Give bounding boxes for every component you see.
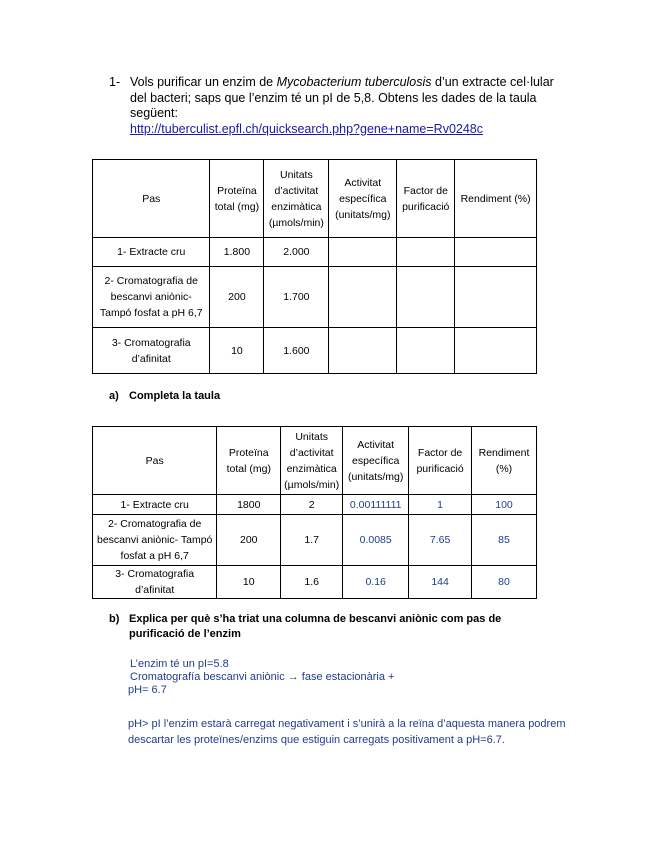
header-cell: Pas — [93, 427, 217, 495]
table-cell: 10 — [217, 566, 281, 599]
part-b-label: b) — [109, 613, 120, 625]
table-cell — [329, 328, 397, 374]
table-cell: 2- Cromatografia de bescanvi aniònic- Tampó fosfat a pH 6,7 — [93, 267, 210, 328]
part-a-heading — [109, 390, 220, 402]
table-cell: 0.0085 — [343, 515, 409, 566]
header-cell: Rendiment (%) — [472, 427, 537, 495]
header-cell: Activitat específica (unitats/mg) — [343, 427, 409, 495]
table-cell: 3- Cromatografia d’afinitat — [93, 566, 217, 599]
table-cell: 7.65 — [409, 515, 472, 566]
table-row — [93, 495, 537, 515]
table-cell — [455, 238, 537, 267]
table-cell — [329, 267, 397, 328]
table-row — [93, 515, 537, 566]
table-cell: 1.700 — [264, 267, 329, 328]
part-a-label: a) — [109, 390, 119, 402]
table-cell: 2.000 — [264, 238, 329, 267]
table-cell — [397, 238, 455, 267]
data-table-completed — [92, 426, 537, 599]
header-cell: Proteïna total (mg) — [217, 427, 281, 495]
table-cell: 2- Cromatografia de bescanvi aniònic- Tampó fosfat a pH 6,7 — [93, 515, 217, 566]
answer-paragraph: pH> pI l’enzim estarà carregat negativament i s’unirà a la reïna d’aquesta manera podrem descartar les proteïnes/enzims que estiguin carregats positivament a pH=6.7. — [128, 718, 566, 746]
header-cell: Proteïna total (mg) — [210, 160, 264, 238]
header-cell: Pas — [93, 160, 210, 238]
table-cell — [397, 267, 455, 328]
table-cell: 3- Cromatografia d’afinitat — [93, 328, 210, 374]
part-b-heading — [109, 612, 559, 642]
table-cell: 1 — [409, 495, 472, 515]
organism-name: Mycobacterium tuberculosis — [276, 75, 432, 89]
header-cell: Factor de purificació — [397, 160, 455, 238]
part-a-text: Completa la taula — [129, 390, 221, 402]
table-header-row — [93, 160, 537, 238]
table-cell — [397, 328, 455, 374]
table-row — [93, 267, 537, 328]
table-cell: 200 — [217, 515, 281, 566]
table-cell: 1.7 — [281, 515, 343, 566]
data-table-empty — [92, 159, 537, 374]
table-cell: 0.00111111 — [343, 495, 409, 515]
table-row — [93, 566, 537, 599]
table-cell: 1- Extracte cru — [93, 238, 210, 267]
table-cell: 1800 — [217, 495, 281, 515]
table-cell: 2 — [281, 495, 343, 515]
header-cell: Activitat específica (unitats/mg) — [329, 160, 397, 238]
table-cell: 80 — [472, 566, 537, 599]
header-cell: Factor de purificació — [409, 427, 472, 495]
question-number: 1- — [109, 75, 121, 89]
table-cell: 1.600 — [264, 328, 329, 374]
question-text — [130, 75, 560, 137]
table-cell: 1- Extracte cru — [93, 495, 217, 515]
header-cell: Rendiment (%) — [455, 160, 537, 238]
answer-line-3: pH= 6.7 — [128, 684, 167, 696]
question-intro: Vols purificar un enzim de — [130, 75, 277, 89]
part-b-text: Explica per què s’ha triat una columna de bescanvi aniònic com pas de purificació de l’enzim — [129, 613, 502, 640]
header-cell: Unitats d’activitat enzimàtica (µmols/min) — [264, 160, 329, 238]
table-cell: 200 — [210, 267, 264, 328]
table-cell: 1.6 — [281, 566, 343, 599]
table-cell: 100 — [472, 495, 537, 515]
table-cell — [329, 238, 397, 267]
table-cell — [455, 328, 537, 374]
question-continuation: d’un extracte cel·lular del bacteri; saps que l’enzim té un pI de 5,8. Obtens les dades de la taula següent: — [130, 75, 554, 120]
header-cell: Unitats d’activitat enzimàtica (µmols/min) — [281, 427, 343, 495]
tuberculist-link[interactable]: http://tuberculist.epfl.ch/quicksearch.php?gene+name=Rv0248c — [130, 121, 484, 136]
table-cell — [455, 267, 537, 328]
table-cell: 144 — [409, 566, 472, 599]
answer-line-2: Cromatografía bescanvi aniònic → fase estacionària + — [130, 671, 395, 683]
answer-line-1: L’enzim té un pI=5.8 — [130, 658, 229, 670]
table-row — [93, 238, 537, 267]
table-header-row — [93, 427, 537, 495]
table-cell: 0.16 — [343, 566, 409, 599]
table-cell: 10 — [210, 328, 264, 374]
table-row — [93, 328, 537, 374]
table-cell: 1.800 — [210, 238, 264, 267]
table-cell: 85 — [472, 515, 537, 566]
